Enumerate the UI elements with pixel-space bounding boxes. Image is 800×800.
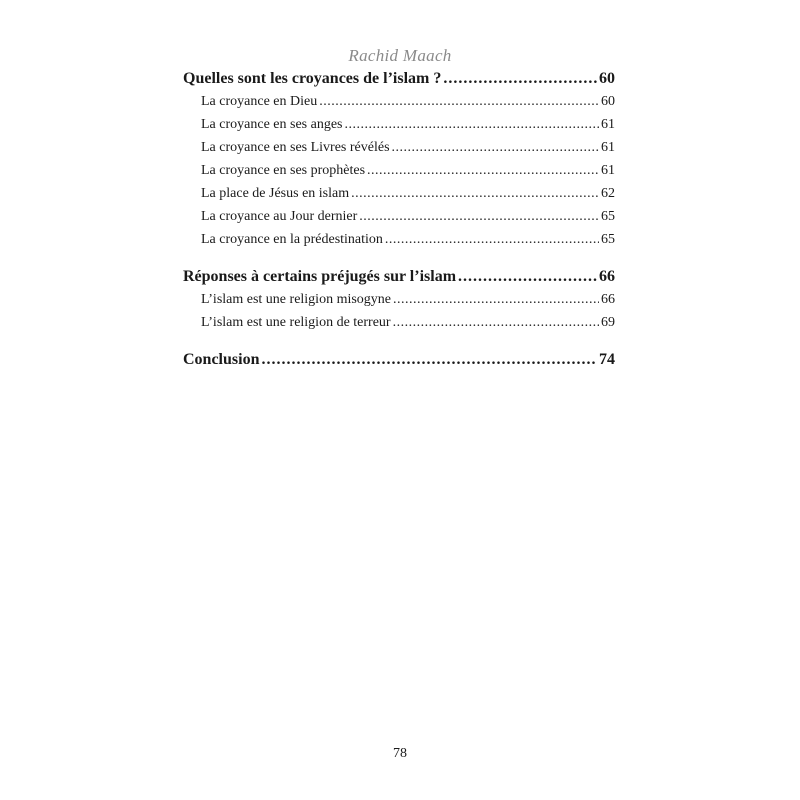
- toc-entry: [183, 209, 615, 232]
- dot-leader: [393, 315, 599, 331]
- dot-leader: [392, 140, 599, 156]
- toc-entry: [183, 94, 615, 117]
- toc-entry: [183, 117, 615, 140]
- running-header-author: Rachid Maach: [348, 46, 452, 65]
- toc-page-number: 61: [601, 140, 615, 155]
- toc-section-croyances: [183, 70, 615, 255]
- toc-entry-label: La croyance en Dieu: [201, 94, 318, 109]
- toc-page-number: 65: [601, 209, 615, 224]
- dot-leader: [367, 163, 599, 179]
- toc-entry-label: La croyance au Jour dernier: [201, 209, 358, 224]
- toc-page-number: 74: [599, 351, 615, 368]
- dot-leader: [385, 232, 599, 248]
- toc-entry-label: L’islam est une religion de terreur: [201, 315, 391, 330]
- toc-entry-label: La croyance en la prédestination: [201, 232, 383, 247]
- toc-entry: [183, 163, 615, 186]
- dot-leader: [393, 292, 599, 308]
- toc-entry: [183, 140, 615, 163]
- toc-section-prejuges: [183, 268, 615, 338]
- toc-section-title: Conclusion: [183, 351, 260, 368]
- toc-entry-label: La croyance en ses prophètes: [201, 163, 366, 178]
- toc-page-number: 62: [601, 186, 615, 201]
- toc-section-title: Réponses à certains préjugés sur l’islam: [183, 268, 457, 285]
- toc-entry: [183, 315, 615, 338]
- page-number: 78: [393, 746, 407, 761]
- toc-section-conclusion: [183, 351, 615, 375]
- toc-section-heading: [183, 70, 615, 94]
- toc-page-number: 61: [601, 117, 615, 132]
- dot-leader: [351, 186, 599, 202]
- dot-leader: [359, 209, 599, 225]
- toc-entry-label: L’islam est une religion misogyne: [201, 292, 392, 307]
- dot-leader: [261, 351, 597, 369]
- toc-entry: [183, 232, 615, 255]
- dot-leader: [443, 70, 597, 88]
- toc-page-number: 66: [601, 292, 615, 307]
- toc-entry-label: La croyance en ses Livres révélés: [201, 140, 390, 155]
- table-of-contents: [183, 70, 615, 388]
- toc-page-number: 66: [599, 268, 615, 285]
- toc-entry: [183, 292, 615, 315]
- dot-leader: [319, 94, 599, 110]
- dot-leader: [344, 117, 599, 133]
- toc-page-number: 60: [601, 94, 615, 109]
- dot-leader: [458, 268, 597, 286]
- toc-page-number: 61: [601, 163, 615, 178]
- toc-entry-label: La croyance en ses anges: [201, 117, 343, 132]
- toc-section-heading: [183, 351, 615, 375]
- toc-page-number: 69: [601, 315, 615, 330]
- toc-entry-label: La place de Jésus en islam: [201, 186, 350, 201]
- toc-section-title: Quelles sont les croyances de l’islam ?: [183, 70, 442, 87]
- toc-entry: [183, 186, 615, 209]
- toc-page-number: 60: [599, 70, 615, 87]
- toc-page-number: 65: [601, 232, 615, 247]
- toc-section-heading: [183, 268, 615, 292]
